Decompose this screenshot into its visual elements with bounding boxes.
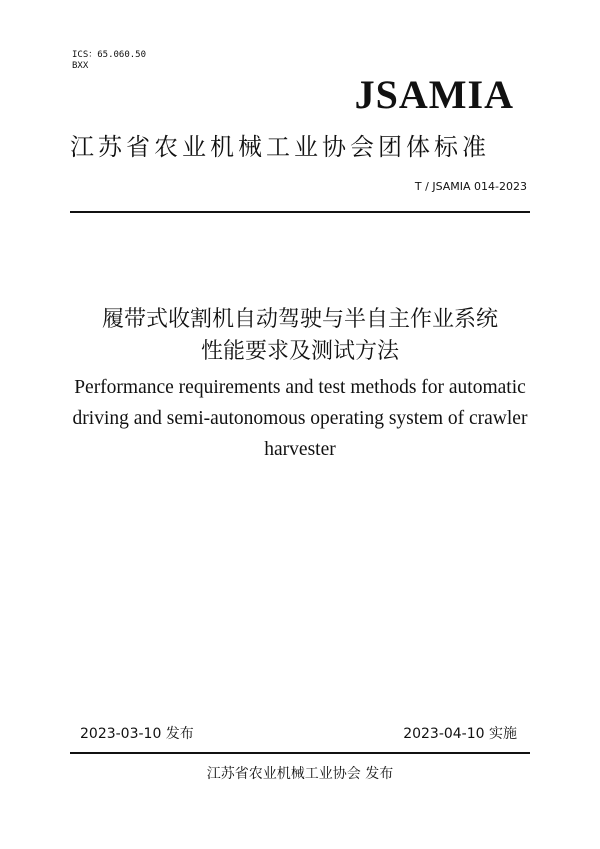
bottom-divider bbox=[70, 752, 530, 754]
implement-date: 2023-04-10 实施 bbox=[403, 726, 517, 742]
chinese-title-line-2: 性能要求及测试方法 bbox=[200, 339, 399, 364]
publish-date: 2023-03-10 发布 bbox=[80, 726, 194, 742]
chinese-title-line-1: 履带式收割机自动驾驶与半自主作业系统 bbox=[101, 307, 498, 332]
issuing-organization: 江苏省农业机械工业协会 发布 bbox=[206, 766, 394, 782]
english-title bbox=[60, 372, 540, 465]
classification-block bbox=[72, 50, 146, 72]
english-title-line-3: harvester bbox=[264, 439, 336, 460]
english-title-line-2: driving and semi-autonomous operating system of crawler bbox=[72, 408, 528, 429]
standard-code: T / JSAMIA 014-2023 bbox=[414, 180, 527, 193]
english-title-line-1: Performance requirements and test methods for automatic bbox=[74, 377, 526, 398]
organization-standard-title: 江苏省农业机械工业协会团体标准 bbox=[70, 133, 490, 161]
association-logo: JSAMIA bbox=[354, 72, 514, 117]
top-divider bbox=[70, 211, 530, 213]
ics-code: ICS：65.060.50 bbox=[72, 50, 147, 60]
ccs-code: BXX bbox=[72, 61, 89, 71]
